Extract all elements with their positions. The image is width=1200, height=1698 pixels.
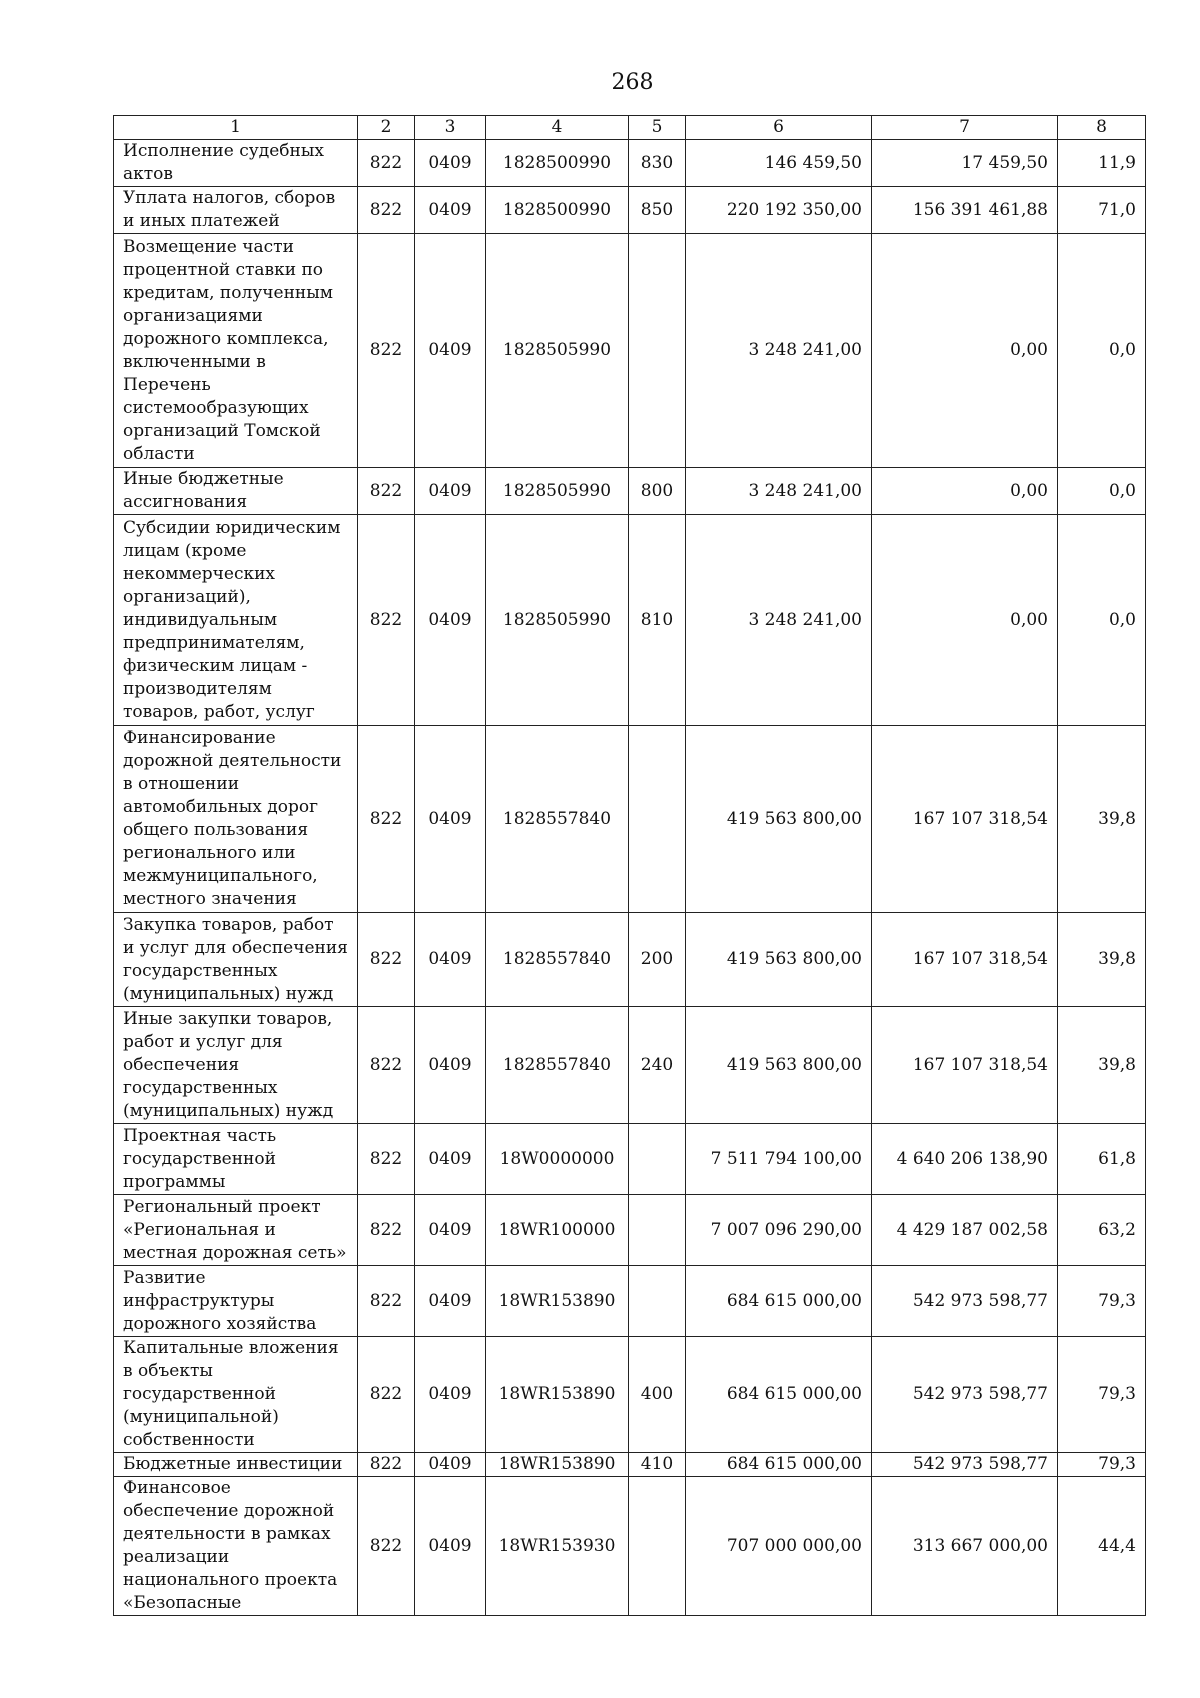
cell-col-2: 822 (358, 187, 415, 234)
table-row (114, 726, 1146, 913)
cell-col-4: 1828505990 (486, 468, 629, 515)
row-name: Уплата налогов, сборов и иных платежей (114, 187, 358, 234)
cell-col-5: 850 (629, 187, 686, 234)
cell-col-5 (629, 1477, 686, 1616)
cell-col-7: 542 973 598,77 (872, 1453, 1058, 1477)
cell-col-6: 3 248 241,00 (686, 468, 872, 515)
cell-col-8: 79,3 (1058, 1453, 1146, 1477)
cell-col-7: 0,00 (872, 468, 1058, 515)
cell-col-8: 11,9 (1058, 140, 1146, 187)
cell-col-7: 313 667 000,00 (872, 1477, 1058, 1616)
table-row (114, 515, 1146, 726)
cell-col-5: 830 (629, 140, 686, 187)
cell-col-2: 822 (358, 1477, 415, 1616)
cell-col-8: 39,8 (1058, 726, 1146, 913)
cell-col-6: 419 563 800,00 (686, 913, 872, 1007)
cell-col-7: 4 640 206 138,90 (872, 1124, 1058, 1195)
row-name: Капитальные вложения в объекты государственной (муниципальной) собственности (114, 1337, 358, 1453)
cell-col-3: 0409 (415, 234, 486, 468)
cell-col-7: 156 391 461,88 (872, 187, 1058, 234)
row-name: Субсидии юридическим лицам (кроме некоммерческих организаций), индивидуальным предпринимателям, физическим лицам - производителям товаров, работ, услуг (114, 515, 358, 726)
cell-col-4: 1828557840 (486, 726, 629, 913)
column-header-5: 5 (629, 116, 686, 140)
table-row (114, 1337, 1146, 1453)
cell-col-4: 1828500990 (486, 187, 629, 234)
table-row (114, 913, 1146, 1007)
cell-col-7: 17 459,50 (872, 140, 1058, 187)
cell-col-4: 1828557840 (486, 1007, 629, 1124)
page-number: 268 (611, 70, 654, 95)
cell-col-2: 822 (358, 1266, 415, 1337)
cell-col-7: 4 429 187 002,58 (872, 1195, 1058, 1266)
cell-col-5: 200 (629, 913, 686, 1007)
cell-col-6: 7 511 794 100,00 (686, 1124, 872, 1195)
column-header-4: 4 (486, 116, 629, 140)
cell-col-3: 0409 (415, 1007, 486, 1124)
cell-col-8: 79,3 (1058, 1266, 1146, 1337)
cell-col-3: 0409 (415, 1195, 486, 1266)
row-name: Региональный проект «Региональная и местная дорожная сеть» (114, 1195, 358, 1266)
cell-col-3: 0409 (415, 140, 486, 187)
row-name: Бюджетные инвестиции (114, 1453, 358, 1477)
cell-col-3: 0409 (415, 468, 486, 515)
cell-col-8: 0,0 (1058, 234, 1146, 468)
cell-col-8: 44,4 (1058, 1477, 1146, 1616)
cell-col-2: 822 (358, 140, 415, 187)
cell-col-6: 3 248 241,00 (686, 515, 872, 726)
cell-col-4: 18WR100000 (486, 1195, 629, 1266)
cell-col-8: 0,0 (1058, 515, 1146, 726)
column-header-1: 1 (114, 116, 358, 140)
table-row (114, 1124, 1146, 1195)
row-name: Иные бюджетные ассигнования (114, 468, 358, 515)
header-row (114, 116, 1146, 140)
table-row (114, 234, 1146, 468)
cell-col-2: 822 (358, 1195, 415, 1266)
cell-col-6: 684 615 000,00 (686, 1453, 872, 1477)
cell-col-3: 0409 (415, 1337, 486, 1453)
cell-col-4: 18WR153890 (486, 1266, 629, 1337)
cell-col-6: 684 615 000,00 (686, 1337, 872, 1453)
cell-col-7: 542 973 598,77 (872, 1266, 1058, 1337)
cell-col-2: 822 (358, 1007, 415, 1124)
column-header-3: 3 (415, 116, 486, 140)
cell-col-3: 0409 (415, 726, 486, 913)
budget-table (113, 115, 1146, 1616)
cell-col-5 (629, 1124, 686, 1195)
cell-col-6: 7 007 096 290,00 (686, 1195, 872, 1266)
table-row (114, 1007, 1146, 1124)
cell-col-2: 822 (358, 234, 415, 468)
column-header-8: 8 (1058, 116, 1146, 140)
cell-col-4: 18W0000000 (486, 1124, 629, 1195)
cell-col-8: 0,0 (1058, 468, 1146, 515)
table-row (114, 187, 1146, 234)
cell-col-6: 146 459,50 (686, 140, 872, 187)
cell-col-2: 822 (358, 726, 415, 913)
cell-col-8: 63,2 (1058, 1195, 1146, 1266)
cell-col-7: 0,00 (872, 234, 1058, 468)
cell-col-3: 0409 (415, 913, 486, 1007)
cell-col-5: 810 (629, 515, 686, 726)
cell-col-8: 39,8 (1058, 913, 1146, 1007)
cell-col-4: 1828500990 (486, 140, 629, 187)
cell-col-2: 822 (358, 1124, 415, 1195)
cell-col-4: 18WR153930 (486, 1477, 629, 1616)
cell-col-4: 18WR153890 (486, 1337, 629, 1453)
cell-col-8: 79,3 (1058, 1337, 1146, 1453)
cell-col-3: 0409 (415, 187, 486, 234)
table-row (114, 1266, 1146, 1337)
cell-col-3: 0409 (415, 1477, 486, 1616)
cell-col-5: 410 (629, 1453, 686, 1477)
cell-col-5: 800 (629, 468, 686, 515)
table-row (114, 1195, 1146, 1266)
cell-col-6: 3 248 241,00 (686, 234, 872, 468)
cell-col-4: 1828505990 (486, 234, 629, 468)
row-name: Проектная часть государственной программы (114, 1124, 358, 1195)
cell-col-8: 61,8 (1058, 1124, 1146, 1195)
cell-col-2: 822 (358, 1337, 415, 1453)
cell-col-8: 39,8 (1058, 1007, 1146, 1124)
cell-col-5: 240 (629, 1007, 686, 1124)
cell-col-8: 71,0 (1058, 187, 1146, 234)
cell-col-4: 1828557840 (486, 913, 629, 1007)
row-name: Финансовое обеспечение дорожной деятельности в рамках реализации национального проекта «Безопасные (114, 1477, 358, 1616)
cell-col-4: 18WR153890 (486, 1453, 629, 1477)
cell-col-3: 0409 (415, 1266, 486, 1337)
row-name: Закупка товаров, работ и услуг для обеспечения государственных (муниципальных) нужд (114, 913, 358, 1007)
cell-col-7: 167 107 318,54 (872, 913, 1058, 1007)
cell-col-7: 542 973 598,77 (872, 1337, 1058, 1453)
column-header-6: 6 (686, 116, 872, 140)
cell-col-3: 0409 (415, 1124, 486, 1195)
row-name: Развитие инфраструктуры дорожного хозяйства (114, 1266, 358, 1337)
table-row (114, 1477, 1146, 1616)
row-name: Возмещение части процентной ставки по кредитам, полученным организациями дорожного комплекса, включенными в Перечень системообразующих организаций Томской области (114, 234, 358, 468)
column-header-7: 7 (872, 116, 1058, 140)
cell-col-6: 707 000 000,00 (686, 1477, 872, 1616)
table-row (114, 468, 1146, 515)
cell-col-5 (629, 1266, 686, 1337)
table-row (114, 140, 1146, 187)
cell-col-5 (629, 234, 686, 468)
cell-col-2: 822 (358, 515, 415, 726)
cell-col-2: 822 (358, 468, 415, 515)
cell-col-4: 1828505990 (486, 515, 629, 726)
cell-col-5: 400 (629, 1337, 686, 1453)
cell-col-6: 419 563 800,00 (686, 1007, 872, 1124)
cell-col-2: 822 (358, 913, 415, 1007)
cell-col-6: 220 192 350,00 (686, 187, 872, 234)
row-name: Иные закупки товаров, работ и услуг для обеспечения государственных (муниципальных) нужд (114, 1007, 358, 1124)
cell-col-2: 822 (358, 1453, 415, 1477)
cell-col-5 (629, 1195, 686, 1266)
cell-col-6: 419 563 800,00 (686, 726, 872, 913)
table-row (114, 1453, 1146, 1477)
cell-col-7: 0,00 (872, 515, 1058, 726)
cell-col-5 (629, 726, 686, 913)
cell-col-7: 167 107 318,54 (872, 726, 1058, 913)
cell-col-3: 0409 (415, 1453, 486, 1477)
column-header-2: 2 (358, 116, 415, 140)
row-name: Финансирование дорожной деятельности в отношении автомобильных дорог общего пользования регионального или межмуниципального, местного значения (114, 726, 358, 913)
cell-col-6: 684 615 000,00 (686, 1266, 872, 1337)
cell-col-7: 167 107 318,54 (872, 1007, 1058, 1124)
row-name: Исполнение судебных актов (114, 140, 358, 187)
cell-col-3: 0409 (415, 515, 486, 726)
